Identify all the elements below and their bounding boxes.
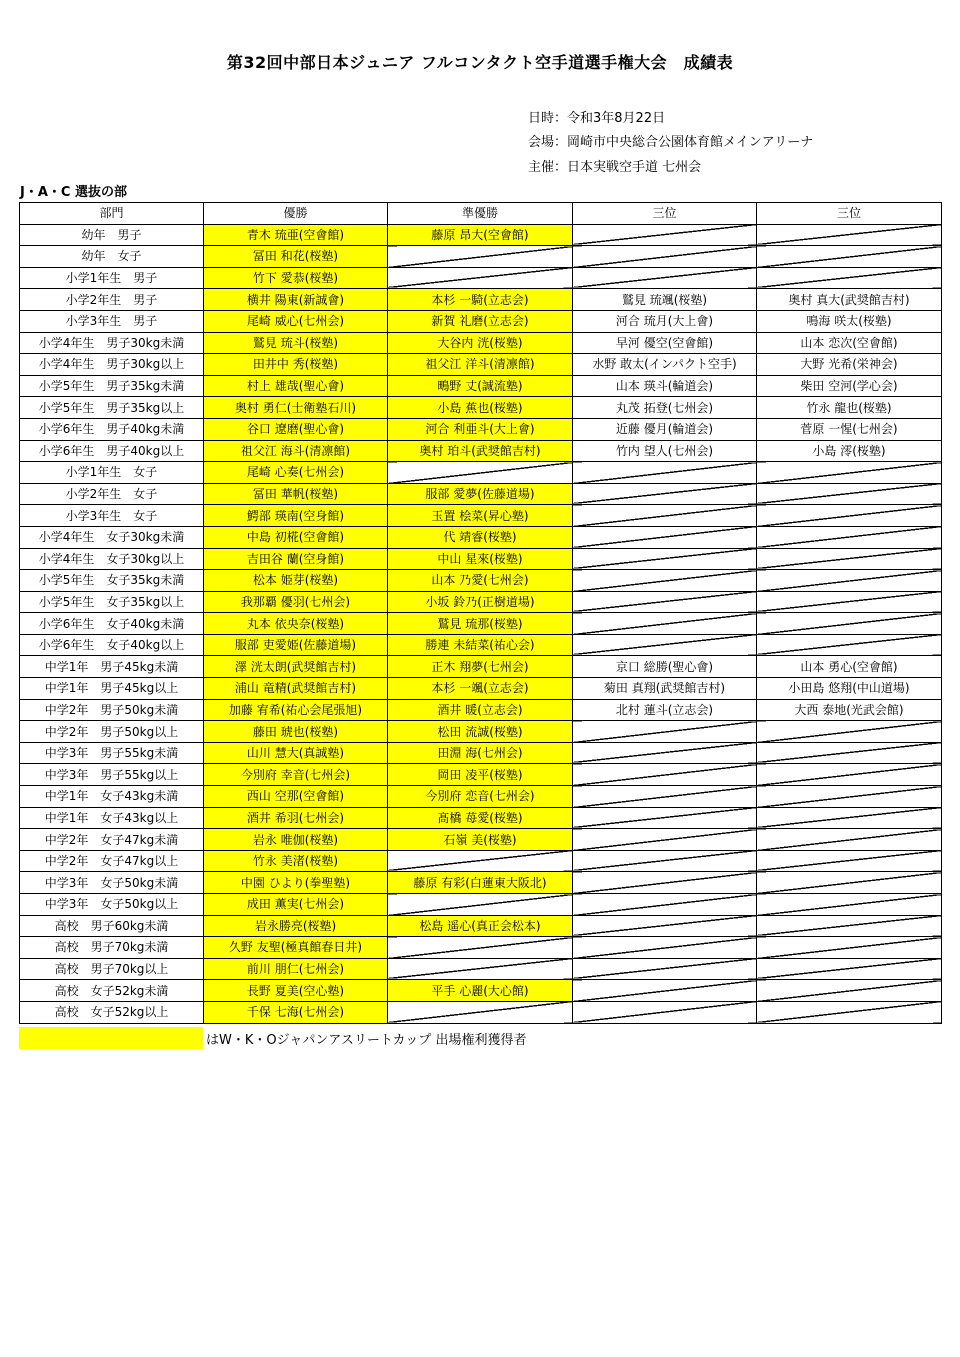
third-place-cell — [757, 1001, 942, 1023]
runner-up-cell: 藤原 有彩(白蓮東大阪北) — [388, 872, 573, 894]
table-row — [20, 742, 942, 764]
third-place-cell — [757, 224, 942, 246]
winner-cell: 田井中 秀(桜塾) — [204, 354, 388, 376]
third-place-cell — [757, 613, 942, 635]
division-cell: 小学6年生 男子40kg未満 — [20, 418, 204, 440]
division-cell: 小学4年生 男子30kg以上 — [20, 354, 204, 376]
third-place-cell — [757, 894, 942, 916]
third-place-cell — [757, 742, 942, 764]
runner-up-cell: 田淵 海(七州会) — [388, 742, 573, 764]
division-cell: 小学4年生 女子30kg以上 — [20, 548, 204, 570]
runner-up-cell: 鷲見 琉那(桜塾) — [388, 613, 573, 635]
third-place-cell — [757, 872, 942, 894]
third-place-cell: 鳴海 咲太(桜塾) — [757, 310, 942, 332]
table-row — [20, 721, 942, 743]
runner-up-cell: 岡田 凌平(桜塾) — [388, 764, 573, 786]
runner-up-cell: 藤原 昂大(空會館) — [388, 224, 573, 246]
division-cell: 高校 女子52kg以上 — [20, 1001, 204, 1023]
division-cell: 幼年 男子 — [20, 224, 204, 246]
winner-cell: 祖父江 海斗(清凛館) — [204, 440, 388, 462]
table-row — [20, 872, 942, 894]
third-place-cell — [573, 807, 757, 829]
runner-up-cell — [388, 894, 573, 916]
winner-cell: 竹下 愛恭(桜塾) — [204, 267, 388, 289]
third-place-cell — [757, 937, 942, 959]
division-cell: 中学1年 女子43kg未満 — [20, 786, 204, 808]
table-row — [20, 397, 942, 419]
third-place-cell: 大西 泰地(光武会館) — [757, 699, 942, 721]
table-row — [20, 937, 942, 959]
third-place-cell: 竹内 望人(七州会) — [573, 440, 757, 462]
third-place-cell — [757, 721, 942, 743]
table-row — [20, 354, 942, 376]
table-row — [20, 591, 942, 613]
section-title: J・A・C 選抜の部 — [20, 185, 127, 200]
runner-up-cell: 玉置 桧菜(昇心塾) — [388, 505, 573, 527]
runner-up-cell: 今別府 恋音(七州会) — [388, 786, 573, 808]
header-runner-up: 準優勝 — [388, 203, 573, 225]
third-place-cell: 小島 澪(桜塾) — [757, 440, 942, 462]
division-cell: 小学5年生 女子35kg以上 — [20, 591, 204, 613]
table-row — [20, 678, 942, 700]
third-place-cell — [573, 721, 757, 743]
third-place-cell — [757, 764, 942, 786]
table-row — [20, 418, 942, 440]
third-place-cell: 近藤 優月(輪道会) — [573, 418, 757, 440]
third-place-cell — [573, 850, 757, 872]
division-cell: 小学6年生 女子40kg未満 — [20, 613, 204, 635]
third-place-cell — [573, 634, 757, 656]
division-cell: 中学3年 女子50kg以上 — [20, 894, 204, 916]
table-row — [20, 246, 942, 268]
table-row — [20, 807, 942, 829]
third-place-cell — [757, 958, 942, 980]
winner-cell: 久野 友聖(極真館春日井) — [204, 937, 388, 959]
winner-cell: 松本 姫芽(桜塾) — [204, 570, 388, 592]
third-place-cell: 竹永 龍也(桜塾) — [757, 397, 942, 419]
table-row — [20, 634, 942, 656]
division-cell: 中学1年 男子45kg以上 — [20, 678, 204, 700]
results-body — [20, 224, 942, 1023]
third-place-cell: 北村 蓮斗(立志会) — [573, 699, 757, 721]
third-place-cell — [573, 894, 757, 916]
division-cell: 小学5年生 男子35kg未満 — [20, 375, 204, 397]
division-cell: 小学3年生 女子 — [20, 505, 204, 527]
runner-up-cell — [388, 462, 573, 484]
table-row — [20, 829, 942, 851]
winner-cell: 加藤 宥希(祐心会尾張旭) — [204, 699, 388, 721]
third-place-cell — [573, 246, 757, 268]
third-place-cell — [573, 937, 757, 959]
winner-cell: 青木 琉亜(空會館) — [204, 224, 388, 246]
division-cell: 中学3年 男子55kg以上 — [20, 764, 204, 786]
winner-cell: 吉田谷 蘭(空身館) — [204, 548, 388, 570]
third-place-cell — [573, 915, 757, 937]
division-cell: 高校 女子52kg未満 — [20, 980, 204, 1002]
third-place-cell — [757, 548, 942, 570]
winner-cell: 藤田 琥也(桜塾) — [204, 721, 388, 743]
winner-cell: 千保 七海(七州会) — [204, 1001, 388, 1023]
table-row — [20, 1001, 942, 1023]
division-cell: 小学6年生 女子40kg以上 — [20, 634, 204, 656]
winner-cell: 今別府 幸音(七州会) — [204, 764, 388, 786]
third-place-cell — [757, 483, 942, 505]
third-place-cell — [573, 958, 757, 980]
division-cell: 中学1年 女子43kg以上 — [20, 807, 204, 829]
runner-up-cell — [388, 267, 573, 289]
runner-up-cell: 河合 利亜斗(大上會) — [388, 418, 573, 440]
runner-up-cell: 新賀 礼磨(立志会) — [388, 310, 573, 332]
division-cell: 中学2年 男子50kg以上 — [20, 721, 204, 743]
table-row — [20, 850, 942, 872]
table-row — [20, 980, 942, 1002]
runner-up-cell: 小坂 鈴乃(正樹道場) — [388, 591, 573, 613]
table-row — [20, 375, 942, 397]
third-place-cell: 大野 光希(栄神会) — [757, 354, 942, 376]
division-cell: 小学4年生 男子30kg未満 — [20, 332, 204, 354]
table-row — [20, 764, 942, 786]
third-place-cell: 鷲見 琉颯(桜塾) — [573, 289, 757, 311]
third-place-cell — [757, 786, 942, 808]
winner-cell: 岩永 唯伽(桜塾) — [204, 829, 388, 851]
runner-up-cell — [388, 246, 573, 268]
third-place-cell — [757, 246, 942, 268]
runner-up-cell: 鴫野 丈(誠流塾) — [388, 375, 573, 397]
winner-cell: 中島 初椛(空會館) — [204, 526, 388, 548]
third-place-cell — [573, 483, 757, 505]
runner-up-cell: 平手 心麗(大心館) — [388, 980, 573, 1002]
runner-up-cell — [388, 1001, 573, 1023]
table-row — [20, 267, 942, 289]
third-place-cell — [573, 613, 757, 635]
page-title: 第32回中部日本ジュニア フルコンタクト空手道選手権大会 成績表 — [226, 53, 734, 72]
legend-text: はW・K・Oジャパンアスリートカップ 出場権利獲得者 — [206, 1033, 527, 1048]
table-row — [20, 310, 942, 332]
winner-cell: 浦山 竜精(武奨館吉村) — [204, 678, 388, 700]
third-place-cell — [757, 526, 942, 548]
third-place-cell — [573, 786, 757, 808]
third-place-cell — [573, 548, 757, 570]
third-place-cell — [757, 462, 942, 484]
event-organizer: 主催：日本実戦空手道 七州会 — [528, 160, 702, 175]
results-table — [19, 202, 942, 1024]
runner-up-cell: 奥村 珀斗(武奨館吉村) — [388, 440, 573, 462]
event-date: 日時：令和3年8月22日 — [528, 111, 666, 126]
third-place-cell: 山本 瑛斗(輪道会) — [573, 375, 757, 397]
third-place-cell — [573, 980, 757, 1002]
third-place-cell — [757, 505, 942, 527]
third-place-cell: 山本 恋次(空會館) — [757, 332, 942, 354]
winner-cell: 服部 吏愛姫(佐藤道場) — [204, 634, 388, 656]
table-row — [20, 505, 942, 527]
division-cell: 高校 男子70kg以上 — [20, 958, 204, 980]
winner-cell: 酒井 希羽(七州会) — [204, 807, 388, 829]
third-place-cell: 河合 琉月(大上會) — [573, 310, 757, 332]
third-place-cell — [757, 591, 942, 613]
third-place-cell: 菊田 真翔(武奨館吉村) — [573, 678, 757, 700]
winner-cell: 岩永勝亮(桜塾) — [204, 915, 388, 937]
third-place-cell — [757, 807, 942, 829]
third-place-cell: 京口 総勝(聖心會) — [573, 656, 757, 678]
third-place-cell — [573, 505, 757, 527]
runner-up-cell: 石嶺 美(桜塾) — [388, 829, 573, 851]
winner-cell: 尾崎 威心(七州会) — [204, 310, 388, 332]
winner-cell: 竹永 美渚(桜塾) — [204, 850, 388, 872]
third-place-cell — [573, 829, 757, 851]
division-cell: 小学2年生 女子 — [20, 483, 204, 505]
winner-cell: 奥村 勇仁(士衛塾石川) — [204, 397, 388, 419]
runner-up-cell — [388, 850, 573, 872]
third-place-cell — [757, 634, 942, 656]
winner-cell: 西山 空那(空會館) — [204, 786, 388, 808]
runner-up-cell: 祖父江 洋斗(清凛館) — [388, 354, 573, 376]
table-row — [20, 548, 942, 570]
division-cell: 高校 男子70kg未満 — [20, 937, 204, 959]
third-place-cell — [573, 742, 757, 764]
table-row — [20, 894, 942, 916]
third-place-cell — [757, 570, 942, 592]
third-place-cell — [573, 267, 757, 289]
header-third-place-a: 三位 — [573, 203, 757, 225]
table-header-row — [20, 203, 942, 225]
runner-up-cell: 正木 翔夢(七州会) — [388, 656, 573, 678]
runner-up-cell: 本杉 一颯(立志会) — [388, 678, 573, 700]
table-row — [20, 526, 942, 548]
runner-up-cell: 服部 愛夢(佐藤道場) — [388, 483, 573, 505]
table-row — [20, 915, 942, 937]
third-place-cell — [757, 829, 942, 851]
third-place-cell: 山本 勇心(空會館) — [757, 656, 942, 678]
division-cell: 小学1年生 男子 — [20, 267, 204, 289]
event-venue: 会場：岡崎市中央総合公園体育館メインアリーナ — [528, 135, 814, 150]
runner-up-cell: 山本 乃愛(七州会) — [388, 570, 573, 592]
table-row — [20, 332, 942, 354]
division-cell: 小学2年生 男子 — [20, 289, 204, 311]
division-cell: 中学2年 女子47kg以上 — [20, 850, 204, 872]
table-row — [20, 224, 942, 246]
third-place-cell: 奥村 真大(武奨館吉村) — [757, 289, 942, 311]
division-cell: 中学2年 女子47kg未満 — [20, 829, 204, 851]
winner-cell: 谷口 遼磨(聖心會) — [204, 418, 388, 440]
division-cell: 小学5年生 男子35kg以上 — [20, 397, 204, 419]
division-cell: 中学1年 男子45kg未満 — [20, 656, 204, 678]
third-place-cell: 菅原 一惺(七州会) — [757, 418, 942, 440]
third-place-cell — [573, 764, 757, 786]
header-winner: 優勝 — [204, 203, 388, 225]
third-place-cell — [573, 224, 757, 246]
runner-up-cell: 中山 星來(桜塾) — [388, 548, 573, 570]
winner-cell: 成田 薫実(七州会) — [204, 894, 388, 916]
table-row — [20, 440, 942, 462]
winner-cell: 山川 慧大(真誠塾) — [204, 742, 388, 764]
third-place-cell — [573, 872, 757, 894]
division-cell: 小学3年生 男子 — [20, 310, 204, 332]
third-place-cell — [757, 267, 942, 289]
runner-up-cell: 酒井 暖(立志会) — [388, 699, 573, 721]
division-cell: 高校 男子60kg未満 — [20, 915, 204, 937]
table-row — [20, 699, 942, 721]
runner-up-cell: 髙橋 苺愛(桜塾) — [388, 807, 573, 829]
third-place-cell — [573, 1001, 757, 1023]
winner-cell: 冨田 華帆(桜塾) — [204, 483, 388, 505]
division-cell: 中学2年 男子50kg未満 — [20, 699, 204, 721]
table-row — [20, 289, 942, 311]
division-cell: 小学5年生 女子35kg未満 — [20, 570, 204, 592]
winner-cell: 鰐部 瑛南(空身館) — [204, 505, 388, 527]
division-cell: 小学4年生 女子30kg未満 — [20, 526, 204, 548]
third-place-cell: 水野 敢太(インパクト空手) — [573, 354, 757, 376]
runner-up-cell: 勝連 未結菜(祐心会) — [388, 634, 573, 656]
runner-up-cell: 大谷内 洸(桜塾) — [388, 332, 573, 354]
runner-up-cell: 小島 蕉也(桜塾) — [388, 397, 573, 419]
winner-cell: 中園 ひより(拳聖塾) — [204, 872, 388, 894]
header-division: 部門 — [20, 203, 204, 225]
table-row — [20, 613, 942, 635]
third-place-cell — [757, 980, 942, 1002]
third-place-cell: 早河 優空(空會館) — [573, 332, 757, 354]
winner-cell: 前川 朋仁(七州会) — [204, 958, 388, 980]
division-cell: 小学1年生 女子 — [20, 462, 204, 484]
division-cell: 中学3年 男子55kg未満 — [20, 742, 204, 764]
third-place-cell: 柴田 空河(学心会) — [757, 375, 942, 397]
table-row — [20, 786, 942, 808]
third-place-cell — [757, 850, 942, 872]
table-row — [20, 570, 942, 592]
winner-cell: 横井 陽東(新誠會) — [204, 289, 388, 311]
winner-cell: 澤 洸太朗(武奨館吉村) — [204, 656, 388, 678]
winner-cell: 尾崎 心奏(七州会) — [204, 462, 388, 484]
third-place-cell: 小田島 悠翔(中山道場) — [757, 678, 942, 700]
division-cell: 小学6年生 男子40kg以上 — [20, 440, 204, 462]
third-place-cell — [573, 570, 757, 592]
runner-up-cell: 代 靖睿(桜塾) — [388, 526, 573, 548]
winner-cell: 村上 雄哉(聖心會) — [204, 375, 388, 397]
winner-cell: 我那覇 優羽(七州会) — [204, 591, 388, 613]
table-row — [20, 656, 942, 678]
third-place-cell — [573, 591, 757, 613]
third-place-cell — [573, 526, 757, 548]
table-row — [20, 483, 942, 505]
header-third-place-b: 三位 — [757, 203, 942, 225]
division-cell: 中学3年 女子50kg未満 — [20, 872, 204, 894]
table-row — [20, 958, 942, 980]
division-cell: 幼年 女子 — [20, 246, 204, 268]
third-place-cell — [757, 915, 942, 937]
third-place-cell: 丸茂 拓登(七州会) — [573, 397, 757, 419]
winner-cell: 冨田 和花(桜塾) — [204, 246, 388, 268]
table-row — [20, 462, 942, 484]
runner-up-cell — [388, 958, 573, 980]
winner-cell: 長野 夏美(空心塾) — [204, 980, 388, 1002]
runner-up-cell: 本杉 一騎(立志会) — [388, 289, 573, 311]
winner-cell: 丸本 依央奈(桜塾) — [204, 613, 388, 635]
runner-up-cell: 松島 遥心(真正会松本) — [388, 915, 573, 937]
third-place-cell — [573, 462, 757, 484]
winner-cell: 鷲見 琉斗(桜塾) — [204, 332, 388, 354]
runner-up-cell — [388, 937, 573, 959]
legend-color-swatch — [19, 1027, 203, 1049]
runner-up-cell: 松田 流誠(桜塾) — [388, 721, 573, 743]
